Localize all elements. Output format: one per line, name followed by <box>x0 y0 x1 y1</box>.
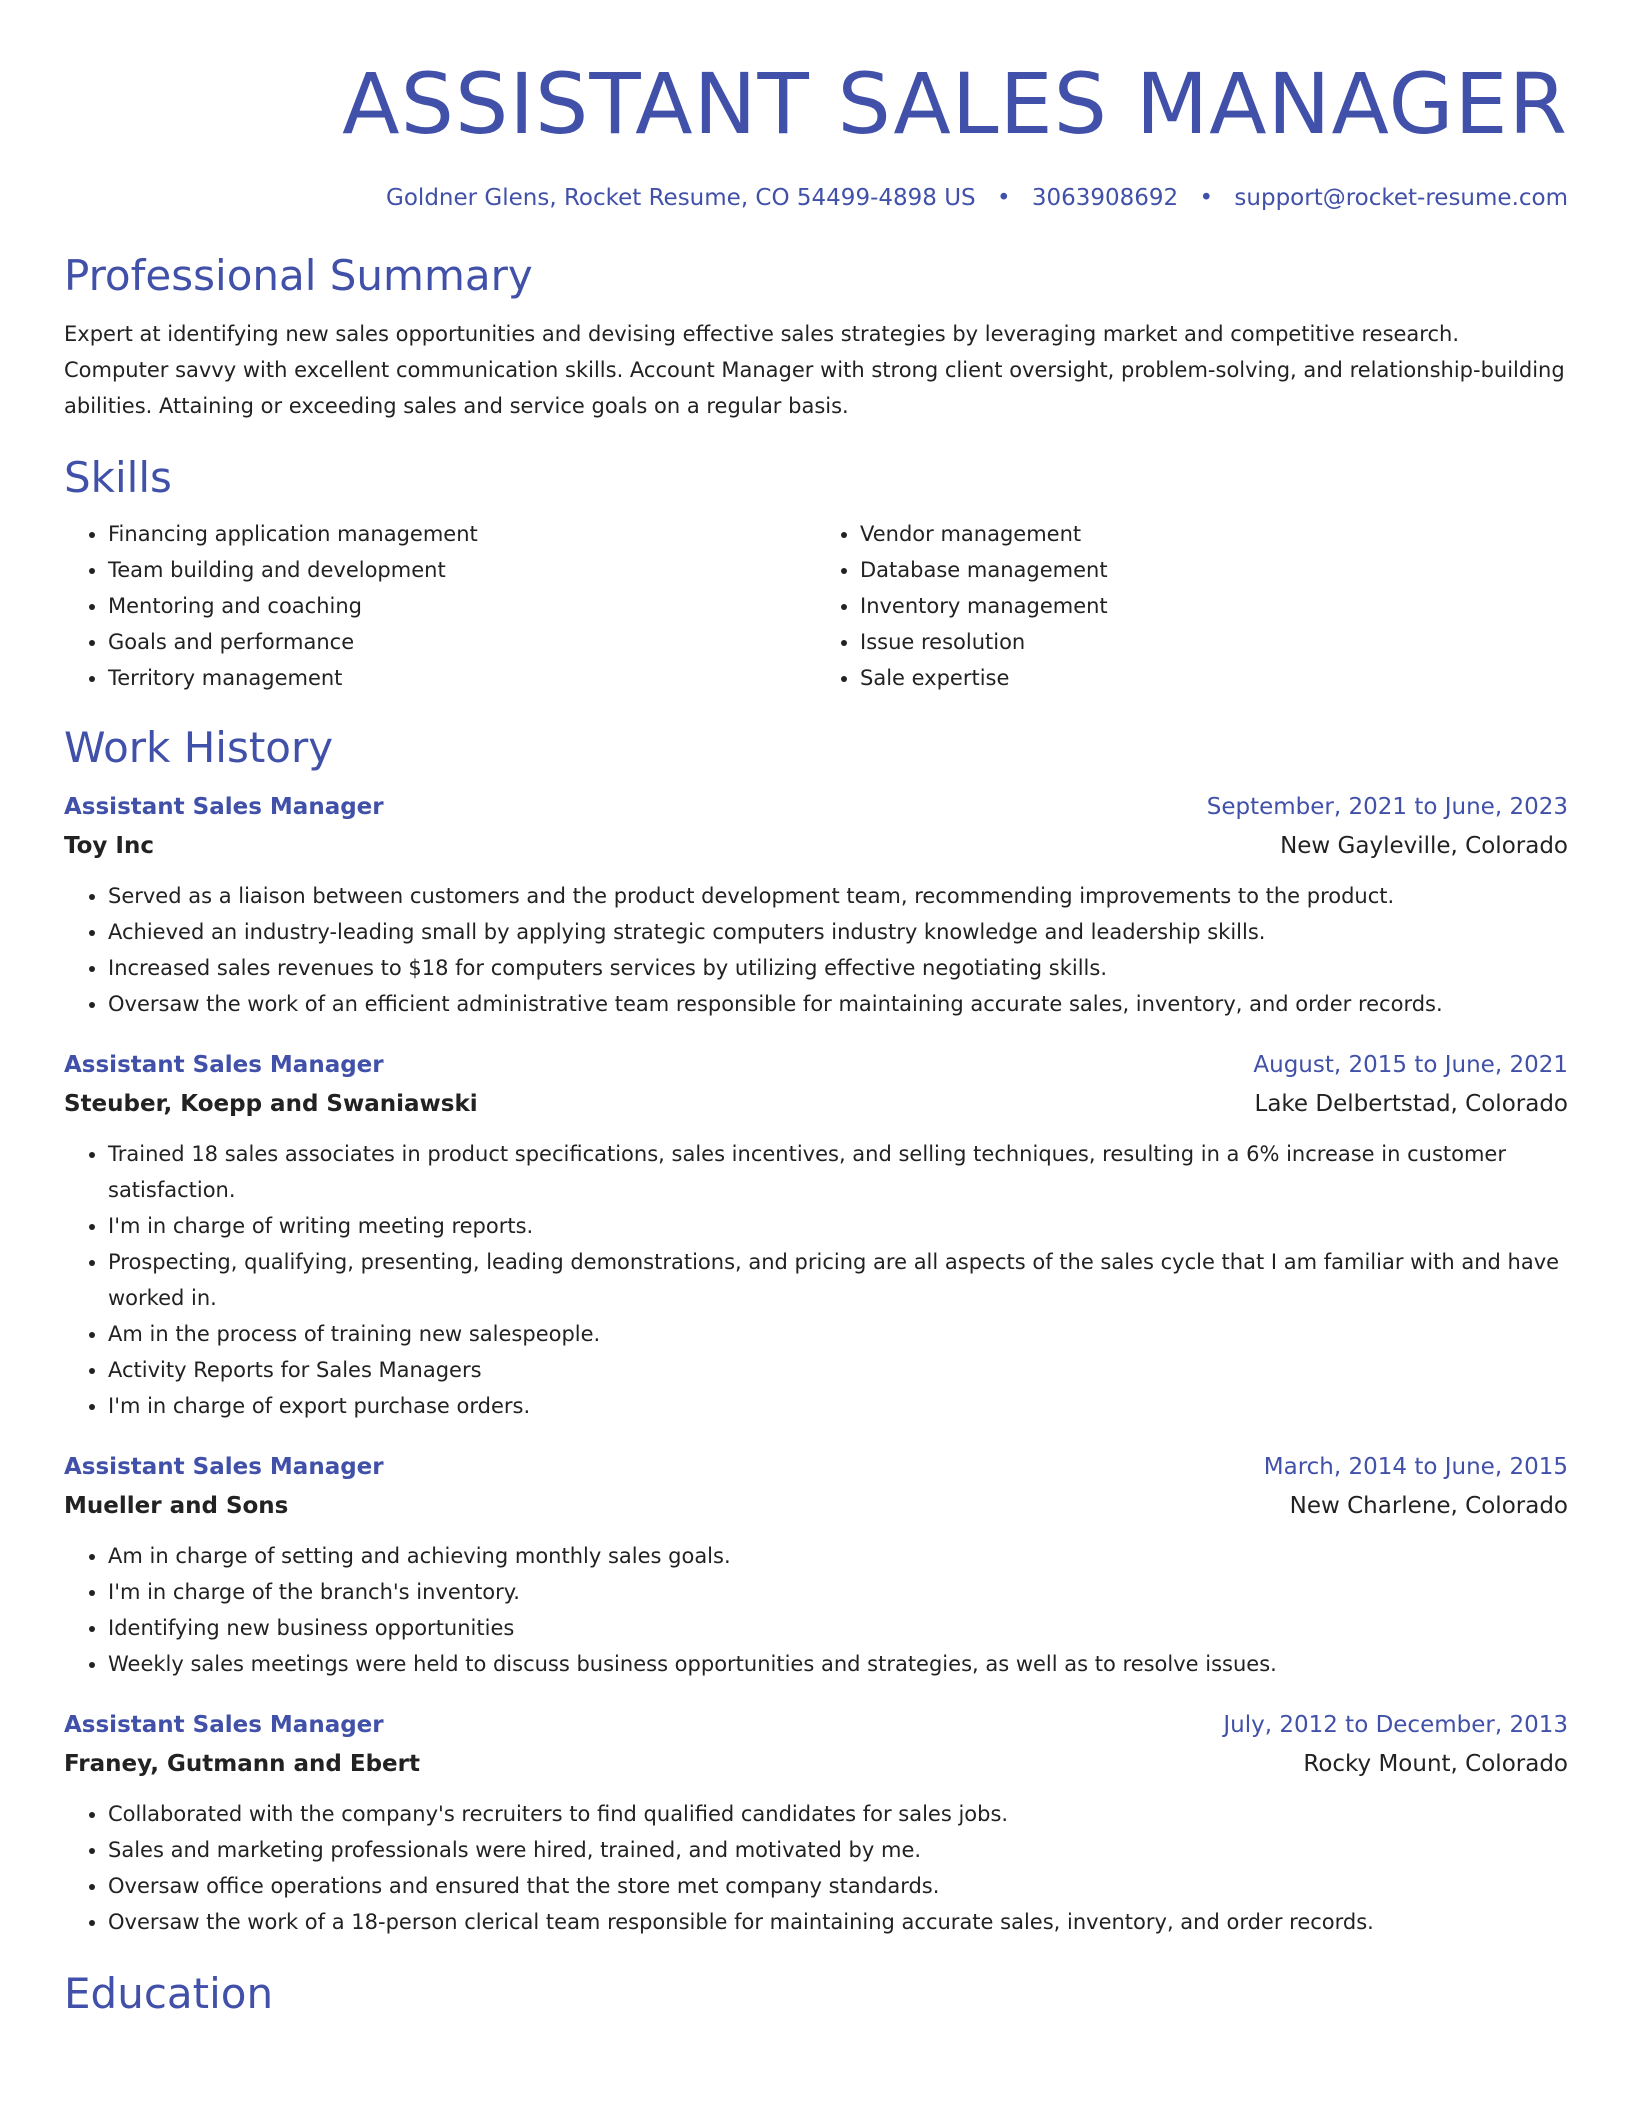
job-title-row <box>64 1706 1568 1744</box>
job-location: New Gayleville, Colorado <box>1280 833 1568 859</box>
job-title: Assistant Sales Manager <box>64 1454 384 1480</box>
duty-item: • Achieved an industry-leading small by applying strategic computers industry knowledge and leadership skills. <box>108 914 1568 950</box>
job-entry <box>64 1448 1568 1682</box>
contact-separator: • <box>996 185 1011 211</box>
duty-item: • Oversaw the work of a 18-person clerical team responsible for maintaining accurate sales, inventory, and order records. <box>108 1904 1568 1940</box>
skill-item: • Goals and performance <box>108 624 816 660</box>
duty-item: • Am in the process of training new salespeople. <box>108 1316 1568 1352</box>
job-company-row <box>64 826 1568 866</box>
contact-address: Goldner Glens, Rocket Resume, CO 54499-4898 US <box>386 185 976 211</box>
work-history-heading: Work History <box>64 723 334 772</box>
contact-separator: • <box>1199 185 1214 211</box>
duty-item: • Trained 18 sales associates in product specifications, sales incentives, and selling techniques, resulting in a 6% increase in customer satisfaction. <box>108 1136 1568 1208</box>
duty-item: • Activity Reports for Sales Managers <box>108 1352 1568 1388</box>
duty-item: • Served as a liaison between customers and the product development team, recommending improvements to the product. <box>108 878 1568 914</box>
job-company-row <box>64 1084 1568 1124</box>
education-heading: Education <box>64 1969 274 2018</box>
duty-item: • Oversaw office operations and ensured that the store met company standards. <box>108 1868 1568 1904</box>
job-duties <box>64 1796 1568 1940</box>
contact-line <box>64 182 1568 214</box>
job-entry <box>64 1046 1568 1424</box>
job-entry <box>64 788 1568 1022</box>
job-title-row <box>64 788 1568 826</box>
skill-item: • Inventory management <box>860 588 1568 624</box>
job-location: New Charlene, Colorado <box>1289 1493 1568 1519</box>
contact-email: support@rocket-resume.com <box>1234 185 1568 211</box>
skill-item: • Sale expertise <box>860 660 1568 696</box>
job-title: Assistant Sales Manager <box>64 794 384 820</box>
job-company: Steuber, Koepp and Swaniawski <box>64 1091 478 1117</box>
job-duties <box>64 878 1568 1022</box>
skill-item: • Team building and development <box>108 552 816 588</box>
skills-column-right <box>816 516 1568 696</box>
summary-heading: Professional Summary <box>64 251 533 300</box>
job-location: Lake Delbertstad, Colorado <box>1254 1091 1568 1117</box>
job-company: Toy Inc <box>64 833 155 859</box>
job-company: Mueller and Sons <box>64 1493 289 1519</box>
candidate-name: ASSISTANT SALES MANAGER <box>342 55 1568 153</box>
duty-item: • Collaborated with the company's recruiters to find qualified candidates for sales jobs. <box>108 1796 1568 1832</box>
job-dates: July, 2012 to December, 2013 <box>1223 1712 1568 1738</box>
duty-item: • Am in charge of setting and achieving monthly sales goals. <box>108 1538 1568 1574</box>
contact-phone: 3063908692 <box>1031 185 1179 211</box>
skill-item: • Territory management <box>108 660 816 696</box>
duty-item: • Weekly sales meetings were held to discuss business opportunities and strategies, as well as to resolve issues. <box>108 1646 1568 1682</box>
job-company-row <box>64 1744 1568 1784</box>
summary-text: Expert at identifying new sales opportunities and devising effective sales strategies by leveraging market and competitive research. Computer savvy with excellent communication skills. Account Manager with strong client oversight, problem-solving, and relationship-building abilities. Attaining or exceeding sales and service goals on a regular basis. <box>64 322 1565 418</box>
job-title-row <box>64 1448 1568 1486</box>
skill-item: • Issue resolution <box>860 624 1568 660</box>
duty-item: • Oversaw the work of an efficient administrative team responsible for maintaining accurate sales, inventory, and order records. <box>108 986 1568 1022</box>
skill-item: • Vendor management <box>860 516 1568 552</box>
duty-item: • Sales and marketing professionals were hired, trained, and motivated by me. <box>108 1832 1568 1868</box>
duty-item: • I'm in charge of export purchase orders. <box>108 1388 1568 1424</box>
job-duties <box>64 1538 1568 1682</box>
skills-column-left <box>64 516 816 696</box>
skills-heading: Skills <box>64 453 172 502</box>
job-company: Franey, Gutmann and Ebert <box>64 1751 420 1777</box>
job-title-row <box>64 1046 1568 1084</box>
job-dates: September, 2021 to June, 2023 <box>1206 794 1568 820</box>
job-duties <box>64 1136 1568 1424</box>
job-dates: August, 2015 to June, 2021 <box>1253 1052 1568 1078</box>
job-entry <box>64 1706 1568 1940</box>
skill-item: • Financing application management <box>108 516 816 552</box>
duty-item: • Identifying new business opportunities <box>108 1610 1568 1646</box>
duty-item: • I'm in charge of writing meeting reports. <box>108 1208 1568 1244</box>
job-company-row <box>64 1486 1568 1526</box>
skill-item: • Database management <box>860 552 1568 588</box>
skill-item: • Mentoring and coaching <box>108 588 816 624</box>
job-dates: March, 2014 to June, 2015 <box>1263 1454 1568 1480</box>
job-title: Assistant Sales Manager <box>64 1052 384 1078</box>
duty-item: • Increased sales revenues to $18 for computers services by utilizing effective negotiating skills. <box>108 950 1568 986</box>
resume-header <box>64 0 1568 214</box>
job-location: Rocky Mount, Colorado <box>1303 1751 1568 1777</box>
duty-item: • I'm in charge of the branch's inventory. <box>108 1574 1568 1610</box>
skills-list <box>64 516 1568 696</box>
duty-item: • Prospecting, qualifying, presenting, leading demonstrations, and pricing are all aspects of the sales cycle that I am familiar with and have worked in. <box>108 1244 1568 1316</box>
job-title: Assistant Sales Manager <box>64 1712 384 1738</box>
